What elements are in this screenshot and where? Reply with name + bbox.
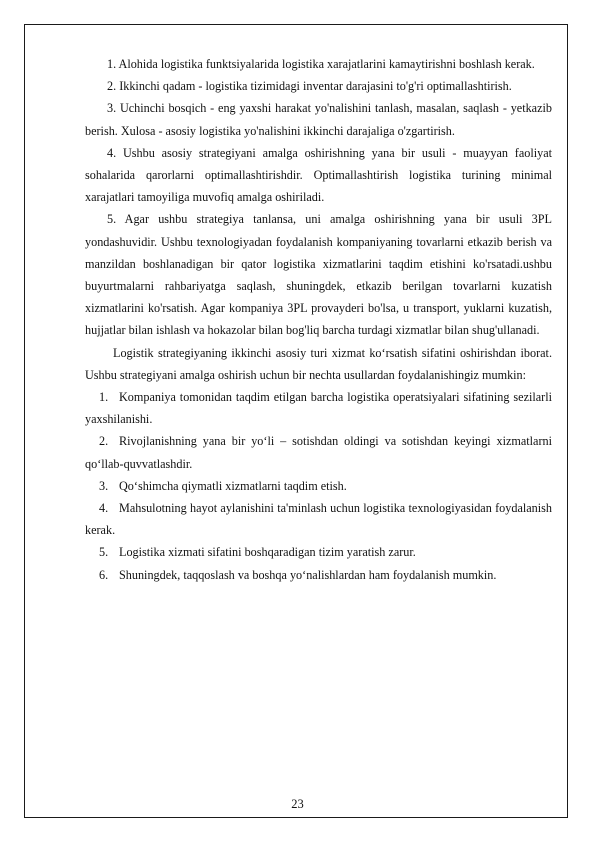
list-item: [85, 541, 552, 563]
paragraph-5: 5. Agar ushbu strategiya tanlansa, uni amalga oshirishning yana bir usuli 3PL yondashuvidir. Ushbu texnologiyadan foydalanish kompaniyaning tovarlarni etkazib berish va manzildan boshlanadigan bir qator logistika xizmatlarini taqdim etishini ko'rsatadi.ushbu buyurtmalarni rahbariyatga saqlash, shuningdek, etkazib berilgan tovarlarni kuzatish xizmatlarini ko'rsatish. Agar kompaniya 3PL provayderi bo'lsa, u transport, yuklarni kuzatish, hujjatlar bilan ishlash va hokazolar bilan bog'liq barcha turdagi xizmatlar bilan shug'ullanadi.: [85, 212, 552, 338]
list-item-text: Logistika xizmati sifatini boshqaradigan tizim yaratish zarur.: [119, 545, 416, 560]
list-item-number: 4.: [99, 501, 109, 516]
list-item-number: 2.: [99, 434, 109, 449]
paragraph-3: 3. Uchinchi bosqich - eng yaxshi harakat yo'nalishini tanlash, masalan, saqlash - yetkazib berish. Xulosa - asosiy logistika yo'nalishini ikkinchi darajaliga o'zgartirish.: [85, 101, 552, 138]
list-item-text: Kompaniya tomonidan taqdim etilgan barcha logistika operatsiyalari sifatining sezilarli yaxshilanishi.: [85, 390, 552, 427]
list-item-number: 6.: [99, 567, 109, 582]
paragraph-2: 2. Ikkinchi qadam - logistika tizimidagi inventar darajasini to'g'ri optimallashtirish.: [107, 79, 512, 94]
paragraph-4: 4. Ushbu asosiy strategiyani amalga oshirishning yana bir usuli - muayyan faoliyat sohalarida qarorlarni optimallashtirishdir. Optimallashtirish logistika turining minimal xarajatlari tamoyiliga muvofiq amalga oshiriladi.: [85, 145, 552, 205]
list-item-text: Shuningdek, taqqoslash va boshqa yo‘nalishlardan ham foydalanish mumkin.: [119, 567, 497, 582]
list-item: [85, 564, 552, 586]
list-item-number: 1.: [99, 390, 109, 405]
paragraph-1: 1. Alohida logistika funktsiyalarida logistika xarajatlarini kamaytirishni boshlash kerak.: [107, 57, 535, 71]
list-item: [85, 497, 552, 541]
list-item: [85, 475, 552, 497]
list-item: [85, 430, 552, 474]
list-item-text: Rivojlanishning yana bir yo‘li – sotishdan oldingi va sotishdan keyingi xizmatlarni qo‘llab-quvvatlashdir.: [85, 434, 552, 471]
list-item-text: Mahsulotning hayot aylanishini ta'minlash uchun logistika texnologiyasidan foydalanish kerak.: [85, 501, 552, 538]
page-number: 23: [291, 797, 304, 811]
paragraph-6: Logistik strategiyaning ikkinchi asosiy turi xizmat ko‘rsatish sifatini oshirishdan iborat. Ushbu strategiyani amalga oshirish uchun bir nechta usullardan foydalanishingiz mumkin:: [85, 345, 552, 382]
list-item: [85, 386, 552, 430]
list-item-number: 5.: [99, 545, 109, 560]
list-item-text: Qo‘shimcha qiymatli xizmatlarni taqdim etish.: [119, 478, 347, 493]
list-item-number: 3.: [99, 478, 109, 493]
document-body: [85, 53, 552, 586]
numbered-list: [85, 386, 552, 586]
